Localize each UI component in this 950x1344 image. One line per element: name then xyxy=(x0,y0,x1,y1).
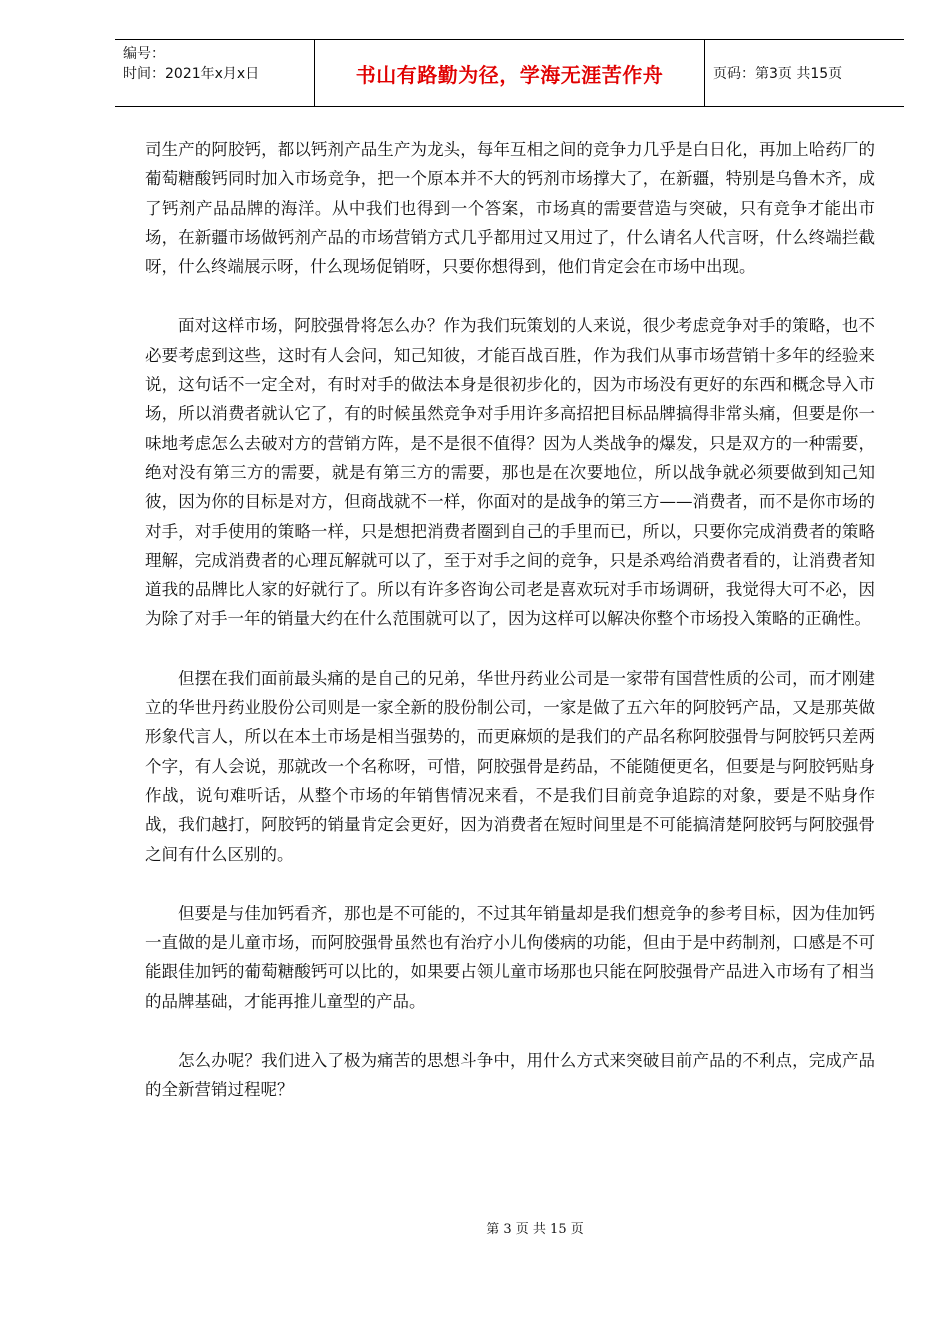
header-motto: 书山有路勤为径，学海无涯苦作舟 xyxy=(355,62,664,87)
date-label: 时间：2021年x月x日 xyxy=(123,66,260,82)
paragraph-1: 司生产的阿胶钙，都以钙剂产品生产为龙头，每年互相之间的竞争力几乎是白日化，再加上哈药厂的葡萄糖酸钙同时加入市场竞争，把一个原本并不大的钙剂市场撑大了，在新疆，特别是乌鲁木齐，成了钙剂产品品牌的海洋。从中我们也得到一个答案，市场真的需要营造与突破，只有竞争才能出市场，在新疆市场做钙剂产品的市场营销方式几乎都用过又用过了，什么请名人代言呀，什么终端拦截呀，什么终端展示呀，什么现场促销呀，只要你想得到，他们肯定会在市场中出现。 xyxy=(145,140,875,277)
header-page-number: 页码：第3页 共15页 xyxy=(704,40,904,106)
page-header xyxy=(115,39,904,107)
document-body xyxy=(145,135,875,1135)
paragraph-3: 但摆在我们面前最头痛的是自己的兄弟，华世丹药业公司是一家带有国营性质的公司，而才刚建立的华世丹药业股份公司则是一家全新的股份制公司，一家是做了五六年的阿胶钙产品，又是那英做形象代言人，所以在本土市场是相当强势的，而更麻烦的是我们的产品名称阿胶强骨与阿胶钙只差两个字，有人会说，那就改一个名称呀，可惜，阿胶强骨是药品，不能随便更名，但要是与阿胶钙贴身作战，说句难听话，从整个市场的年销售情况来看，不是我们目前竞争追踪的对象，要是不贴身作战，我们越打，阿胶钙的销量肯定会更好，因为消费者在短时间里是不可能搞清楚阿胶钙与阿胶强骨之间有什么区别的。 xyxy=(145,668,875,864)
serial-number-label: 编号： xyxy=(123,46,165,62)
paragraph-4: 但要是与佳加钙看齐，那也是不可能的，不过其年销量却是我们想竞争的参考目标，因为佳加钙一直做的是儿童市场，而阿胶强骨虽然也有治疗小儿佝偻病的功能，但由于是中药制剂，口感是不可能跟佳加钙的葡萄糖酸钙可以比的，如果要占领儿童市场那也只能在阿胶强骨产品进入市场有了相当的品牌基础，才能再推儿童型的产品。 xyxy=(145,903,875,1011)
paragraph-5: 怎么办呢？我们进入了极为痛苦的思想斗争中，用什么方式来突破目前产品的不利点，完成产品的全新营销过程呢？ xyxy=(145,1051,875,1100)
page-footer: 第 3 页 共 15 页 xyxy=(486,1222,584,1237)
paragraph-2: 面对这样市场，阿胶强骨将怎么办？作为我们玩策划的人来说，很少考虑竞争对手的策略，也不必要考虑到这些，这时有人会问，知己知彼，才能百战百胜，作为我们从事市场营销十多年的经验来说，这句话不一定全对，有时对手的做法本身是很初步化的，因为市场没有更好的东西和概念导入市场，所以消费者就认它了，有的时候虽然竞争对手用许多高招把目标品牌搞得非常头痛，但要是你一味地考虑怎么去破对方的营销方阵，是不是很不值得？因为人类战争的爆发，只是双方的一种需要，绝对没有第三方的需要，就是有第三方的需要，那也是在次要地位，所以战争就必须要做到知己知彼，因为你的目标是对方，但商战就不一样，你面对的是战争的第三方——消费者，而不是你市场的对手，对手使用的策略一样，只是想把消费者圈到自己的手里而已，所以，只要你完成消费者的策略理解，完成消费者的心理瓦解就可以了，至于对手之间的竞争，只是杀鸡给消费者看的，让消费者知道我的品牌比人家的好就行了。所以有许多咨询公司老是喜欢玩对手市场调研，我觉得大可不必，因为除了对手一年的销量大约在什么范围就可以了，因为这样可以解决你整个市场投入策略的正确性。 xyxy=(145,316,875,629)
header-meta-cell xyxy=(115,40,315,106)
